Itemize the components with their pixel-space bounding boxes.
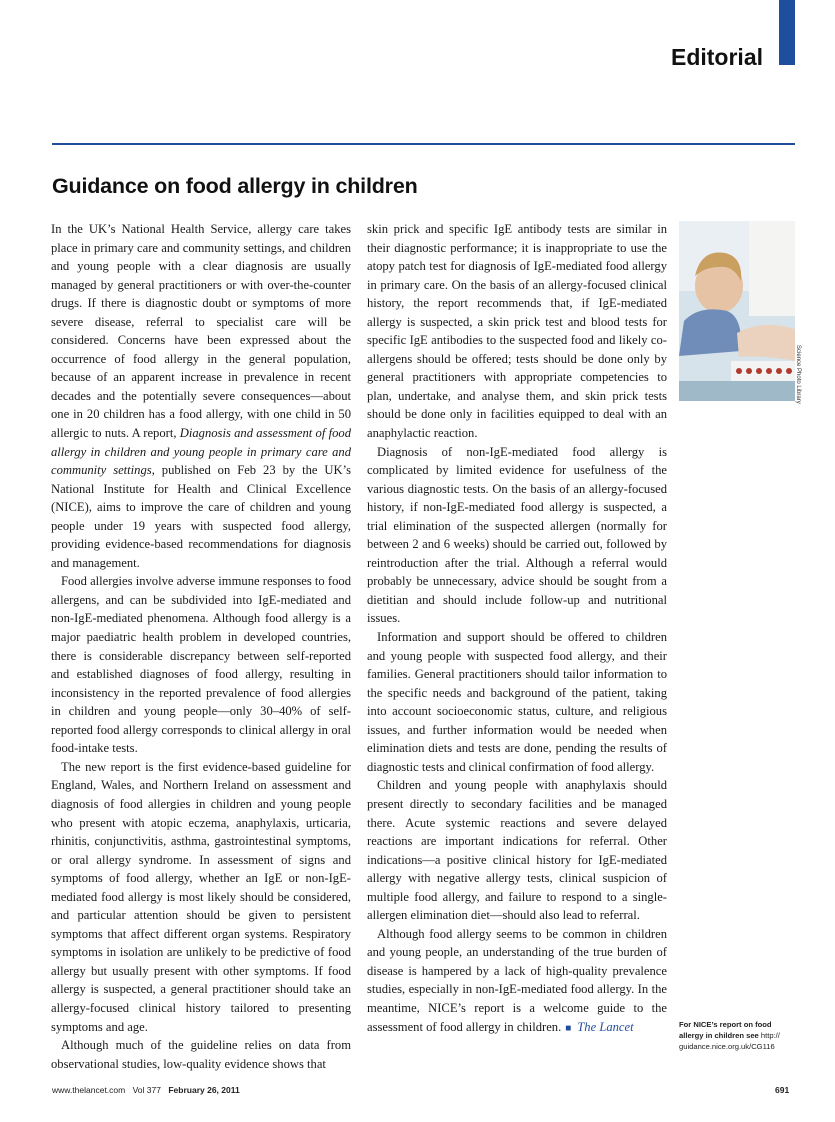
photo-credit: Science Photo Library — [795, 345, 801, 404]
paragraph: Diagnosis of non-IgE-mediated food allergy is complicated by limited evidence for usefulness of the various diagnostic tests. On the basis of an allergy-focused history, if non-IgE-mediated food allergy is suspected, a trial elimination of the suspected allergen (normally for between 2 and 6 weeks) should be carried out, followed by reintroduction after the trial. Although a referral would probably be unnecessary, advice should be sought from a dietitian and should include follow-up and nutritional issues. — [367, 444, 667, 626]
report-title: Diagnosis and assessment of food allergy in children and young people in primary care and community settings — [51, 426, 351, 478]
paragraph: Food allergies involve adverse immune responses to food allergens, and can be subdivided into IgE-mediated and non-IgE-mediated phenomena. Although food allergy is a major paediatric health problem in developed countries, there is considerable discrepancy between self-reported and established diagnoses of food allergy, resulting in inconsistency in the reported prevalence of food allergies in children and young people—only 30–40% of self-reported food allergy corresponds to clinical allergy in oral food-intake tests. — [51, 574, 351, 756]
article-column-middle — [367, 220, 667, 1060]
side-note-text: For NICE’s report on food allergy in children see — [679, 1020, 772, 1040]
paragraph: Children and young people with anaphylaxis should present directly to secondary facilities and be managed there. Acute systemic reactions and severe delayed reactions are important indications for referral. Other indications—a positive clinical history for IgE-mediated allergy with negative allergy tests, clinical suspicion of multiple food allergy, and failure to respond to a single-allergen elimination diet—should also lead to referral. — [367, 778, 667, 923]
report-link[interactable]: http:// guidance.nice.org.uk/CG116 — [679, 1031, 780, 1051]
section-color-tab — [779, 0, 795, 65]
paragraph: Although food allergy seems to be common in children and young people, an understanding of the true burden of disease is hampered by a lack of high-quality prevalence studies, especially in non-IgE-mediated food allergy. In the meantime, NICE’s report is a welcome guide to the assessment of food allergy in children. ■ The Lancet — [367, 926, 667, 1034]
journal-site[interactable]: www.thelancet.com — [52, 1085, 126, 1095]
article-photo — [679, 221, 795, 401]
section-label: Editorial — [670, 44, 763, 70]
page-number: 691 — [775, 1085, 790, 1095]
page-footer — [52, 1085, 245, 1095]
paragraph: In the UK’s National Health Service, allergy care takes place in primary care and community settings, and children and young people with a clear diagnosis are usually managed by general practitioners or with over-the-counter drugs. If there is diagnostic doubt or symptoms of more severe disease, referral to specialist care will be considered. Concerns have been expressed about the occurrence of food allergy in the general population, because of an apparent increase in prevalence in recent decades and the potentially severe consequences—about one in 20 children has a food allergy, with one child in 50 allergic to nuts. A report, Diagnosis and assessment of food allergy in children and young people in primary care and community settings, published on Feb 23 by the UK’s National Institute for Health and Clinical Excellence (NICE), aims to improve the care of children and young people under 19 years with suspected food allergy, providing evidence-based recommendations for diagnosis and management. — [51, 222, 352, 570]
side-note — [679, 1019, 797, 1052]
article-column-left — [51, 220, 352, 1071]
paragraph: Although much of the guideline relies on data from observational studies, low-quality evidence shows that — [51, 1038, 351, 1071]
issue-date: February 26, 2011 — [168, 1085, 240, 1095]
paragraph: skin prick and specific IgE antibody tests are similar in their diagnostic performance; it is inappropriate to use the atopy patch test for diagnosis of IgE-mediated food allergy in primary care. On the basis of an allergy-focused clinical history, the report recommends that, if IgE-mediated allergy is suspected, a skin prick test and blood tests for specific IgE antibodies to the suspected food and likely co-allergens should be offered; tests should be done only by general practitioners with appropriate competencies to plan, undertake, and analyse them, and skin prick tests should be done only in facilities equipped to deal with an anaphylactic reaction. — [367, 222, 667, 441]
paragraph: Information and support should be offered to children and young people with suspected food allergy, and their families. General practitioners should tailor information to the specific needs and background of the patient, taking into account socioeconomic status, culture, and religious issues, and further information would be needed when elimination diets and tests are done, pending the results of diagnostic tests and clinical confirmation of food allergy. — [367, 630, 667, 774]
volume: Vol 377 — [132, 1085, 161, 1095]
signature: The Lancet — [577, 1019, 634, 1034]
header-rule — [52, 143, 795, 145]
end-mark-icon: ■ — [565, 1022, 572, 1034]
article-headline: Guidance on food allergy in children — [52, 174, 418, 198]
paragraph: The new report is the first evidence-based guideline for England, Wales, and Northern Ireland on assessment and diagnosis of food allergies in children and young people who present with atopic eczema, anaphylaxis, urticaria, rhinitis, conjunctivitis, asthma, gastrointestinal symptoms, or oral allergy syndrome. In assessment of signs and symptoms of food allergy, whether an IgE or non-IgE-mediated food allergy is most likely should be considered, and particular attention should be given to persistent symptoms that affect different organ systems. Respiratory symptoms in isolation are unlikely to be predictive of food allergy but usually present with other symptoms. If food allergy is suspected, a general practitioner should take an allergy-focused clinical history tailored to presenting symptoms and age. — [51, 759, 351, 1034]
